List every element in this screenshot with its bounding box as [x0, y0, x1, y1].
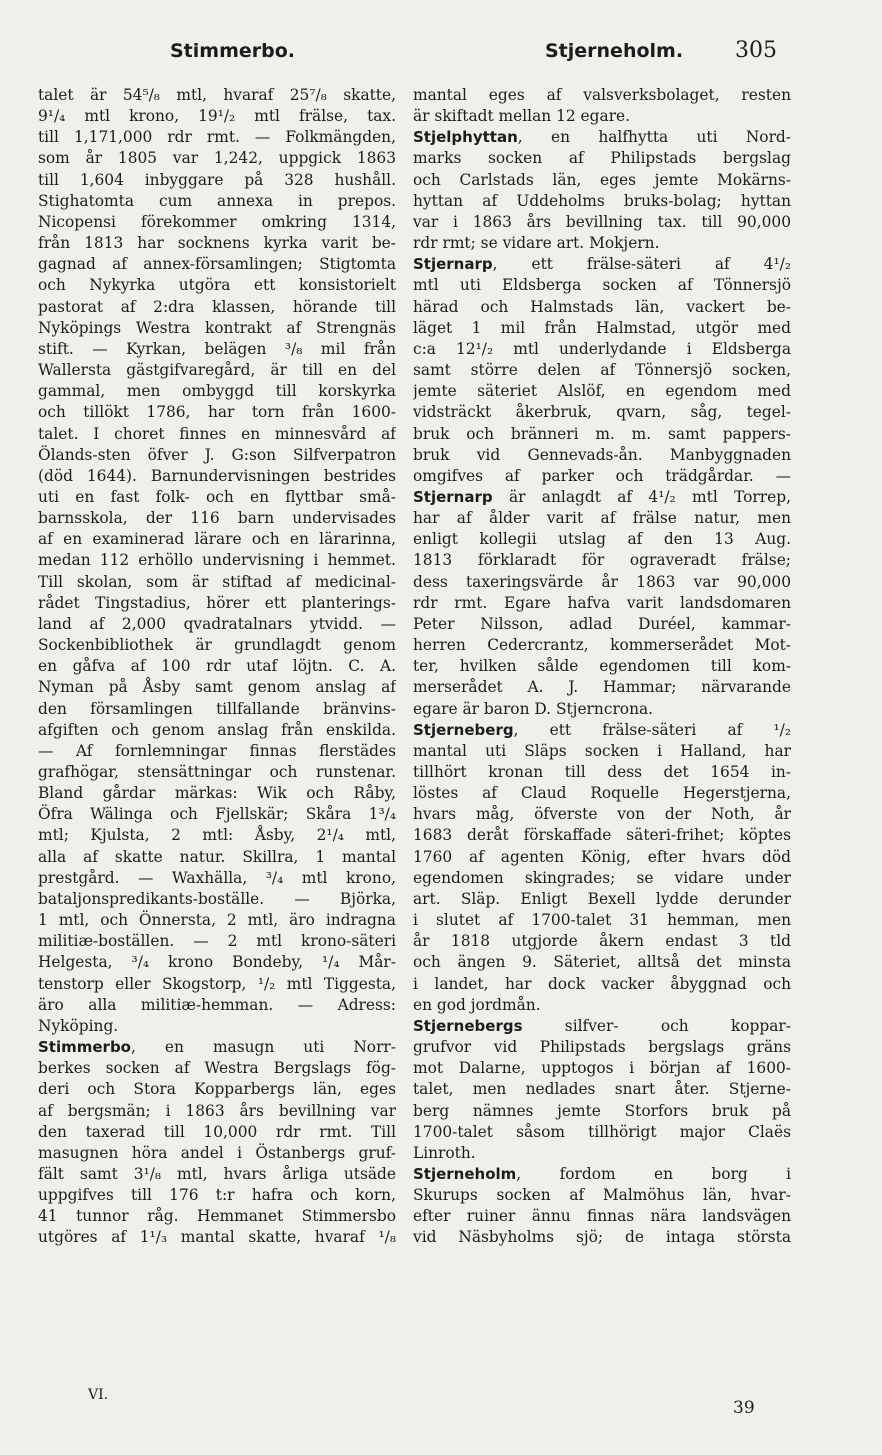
text-line: herren Cedercrantz, kommerserådet Mot- — [413, 636, 791, 655]
text-line: gammal, men ombyggd till korskyrka — [38, 382, 396, 401]
text-line: deri och Stora Kopparbergs län, eges — [38, 1080, 396, 1099]
text-line: marks socken af Philipstads bergslag — [413, 149, 791, 168]
text-line: rådet Tingstadius, hörer ett planterings- — [38, 593, 396, 612]
text-line: Stjerneholm, fordom en borg i — [413, 1164, 791, 1183]
text-line: en gåfva af 100 rdr utaf löjtn. C. A. — [38, 657, 396, 676]
text-line: utgöres af 1¹/₃ mantal skatte, hvaraf ¹/₈ — [38, 1228, 396, 1247]
text-line: från 1813 har socknens kyrka varit be- — [38, 234, 396, 253]
text-line: talet, men nedlades snart åter. Stjerne- — [413, 1080, 791, 1099]
text-line: vidsträckt åkerbruk, qvarn, såg, tegel- — [413, 403, 791, 422]
entry-headword: Stjerneberg — [413, 720, 514, 739]
text-line: vid Näsbyholms sjö; de intaga största — [413, 1228, 791, 1247]
text-line: bataljonspredikants-boställe. — Björka, — [38, 889, 396, 908]
entry-headword: Stjernarp — [413, 487, 493, 506]
text-line: 1 mtl, och Önnersta, 2 mtl, äro indragna — [38, 911, 396, 930]
text-line: talet. I choret finnes en minnesvård af — [38, 424, 396, 443]
text-line: Bland gårdar märkas: Wik och Råby, — [38, 784, 396, 803]
text-line: härad och Halmstads län, vackert be- — [413, 297, 791, 316]
text-line: dess taxeringsvärde år 1863 var 90,000 — [413, 572, 791, 591]
text-line: i slutet af 1700-talet 31 hemman, men — [413, 911, 791, 930]
text-line: Peter Nilsson, adlad Duréel, kammar- — [413, 614, 791, 633]
text-line: merserådet A. J. Hammar; närvarande — [413, 678, 791, 697]
text-line: c:a 12¹/₂ mtl underlydande i Eldsberga — [413, 339, 791, 358]
text-line: löstes af Claud Roquelle Hegerstjerna, — [413, 784, 791, 803]
text-line: 9¹/₄ mtl krono, 19¹/₂ mtl frälse, tax. — [38, 107, 396, 126]
text-line: Sockenbibliothek är grundlagdt genom — [38, 636, 396, 655]
entry-headword: Stjernebergs — [413, 1016, 523, 1035]
entry-headword: Stimmerbo — [38, 1038, 131, 1057]
text-line: som år 1805 var 1,242, uppgick 1863 — [38, 149, 396, 168]
text-line: militiæ-boställen. — 2 mtl krono-säteri — [38, 932, 396, 951]
text-line: Wallersta gästgifvaregård, är till en del — [38, 361, 396, 380]
text-line: medan 112 erhöllo undervisning i hemmet. — [38, 551, 396, 570]
entry-headword: Stjerneholm — [413, 1164, 517, 1183]
text-line: Stjernarp, ett frälse-säteri af 4¹/₂ — [413, 255, 791, 274]
text-line: Stjernarp är anlagdt af 4¹/₂ mtl Torrep, — [413, 487, 791, 506]
text-line: tillhört kronan till dess det 1654 in- — [413, 763, 791, 781]
text-line: till 1,171,000 rdr rmt. — Folkmängden, — [38, 128, 396, 147]
text-line: talet är 54⁵/₈ mtl, hvaraf 25⁷/₈ skatte, — [38, 86, 396, 104]
text-line: mantal uti Släps socken i Halland, har — [413, 741, 791, 760]
text-line: Ölands-sten öfver J. G:son Silfverpatron — [38, 445, 396, 464]
text-line: grafhögar, stensättningar och runstenar. — [38, 763, 396, 781]
text-line: rdr rmt. Egare hafva varit landsdomaren — [413, 593, 791, 612]
text-line: jemte säteriet Alslöf, en egendom med — [413, 382, 791, 401]
text-line: rdr rmt; se vidare art. Mokjern. — [413, 234, 660, 253]
text-line: i landet, har dock vacker åbyggnad och — [413, 974, 791, 993]
text-line: läget 1 mil från Halmstad, utgör med — [413, 318, 791, 337]
text-line: 1683 deråt förskaffade säteri-frihet; köptes — [413, 826, 791, 845]
text-line: land af 2,000 qvadratalnars ytvidd. — — [38, 614, 396, 633]
text-line: uti en fast folk- och en flyttbar små- — [38, 487, 396, 506]
running-head-left: Stimmerbo. — [170, 40, 296, 62]
text-line: alla af skatte natur. Skillra, 1 mantal — [38, 847, 396, 866]
text-line: Stighatomta cum annexa in prepos. — [38, 191, 396, 210]
text-line: 41 tunnor råg. Hemmanet Stimmersbo — [38, 1207, 396, 1226]
text-line: och Carlstads län, eges jemte Mokärns- — [413, 170, 791, 189]
text-line: art. Släp. Enligt Bexell lydde derunder — [413, 889, 791, 908]
text-line: Nyköping. — [38, 1016, 119, 1035]
text-line: är skiftadt mellan 12 egare. — [413, 107, 631, 126]
text-line: Linroth. — [413, 1143, 476, 1162]
page-number: 305 — [735, 38, 777, 63]
text-line: (död 1644). Barnundervisningen bestrides — [38, 466, 396, 485]
text-line: mot Dalarne, upptogos i början af 1600- — [413, 1059, 791, 1078]
text-line: den församlingen tillfallande bränvins- — [38, 699, 396, 718]
text-line: fält samt 3¹/₈ mtl, hvars årliga utsäde — [38, 1164, 396, 1183]
text-line: — Af fornlemningar finnas flerstädes — [38, 741, 396, 760]
text-line: prestgård. — Waxhälla, ³/₄ mtl krono, — [38, 868, 396, 887]
text-line: afgiften och genom anslag från enskilda. — [38, 720, 396, 739]
text-line: tenstorp eller Skogstorp, ¹/₂ mtl Tiggesta, — [38, 974, 396, 993]
text-line: grufvor vid Philipstads bergslags gräns — [413, 1038, 791, 1057]
text-line: 1700-talet såsom tillhörigt major Claës — [413, 1122, 791, 1141]
entry-headword: Stjelphyttan — [413, 128, 518, 147]
text-line: bruk och bränneri m. m. samt pappers- — [413, 424, 791, 443]
text-line: och ängen 9. Säteriet, alltså det minsta — [413, 953, 791, 972]
text-line: egare är baron D. Stjerncrona. — [413, 699, 654, 718]
text-line: berg nämnes jemte Storfors bruk på — [413, 1101, 791, 1120]
text-line: uppgifves till 176 t:r hafra och korn, — [38, 1186, 396, 1205]
text-line: 1760 af agenten König, efter hvars död — [413, 847, 791, 866]
text-line: mtl; Kjulsta, 2 mtl: Åsby, 2¹/₄ mtl, — [38, 826, 396, 845]
text-line: mtl uti Eldsberga socken af Tönnersjö — [413, 276, 791, 295]
signature-mark: VI. — [88, 1387, 109, 1403]
text-line: af bergsmän; i 1863 års bevillning var — [38, 1101, 396, 1120]
text-line: Nyköpings Westra kontrakt af Strengnäs — [38, 318, 396, 337]
text-line: Nyman på Åsby samt genom anslag af — [38, 678, 396, 697]
text-line: 1813 förklaradt för ograveradt frälse; — [413, 551, 791, 570]
text-line: pastorat af 2:dra klassen, hörande till — [38, 297, 396, 316]
text-line: och tillökt 1786, har torn från 1600- — [38, 403, 396, 422]
text-line: enligt kollegii utslag af den 13 Aug. — [413, 530, 791, 549]
text-line: bruk vid Gennevads-ån. Manbyggnaden — [413, 445, 791, 464]
text-line: ter, hvilken sålde egendomen till kom- — [413, 657, 791, 676]
text-line: Stjelphyttan, en halfhytta uti Nord- — [413, 128, 791, 147]
text-line: masugnen höra andel i Östanbergs gruf- — [38, 1143, 396, 1162]
text-line: Stimmerbo, en masugn uti Norr- — [38, 1038, 396, 1057]
text-line: Öfra Wälinga och Fjellskär; Skåra 1³/₄ — [38, 805, 396, 824]
text-line: Helgesta, ³/₄ krono Bondeby, ¹/₄ Mår- — [38, 953, 396, 972]
text-line: stift. — Kyrkan, belägen ³/₈ mil från — [38, 339, 396, 358]
text-line: berkes socken af Westra Bergslags fög- — [38, 1059, 396, 1078]
text-line: Stjernebergs silfver- och koppar- — [413, 1016, 791, 1035]
sheet-number: 39 — [733, 1398, 755, 1418]
text-line: mantal eges af valsverksbolaget, resten — [413, 86, 791, 104]
running-head-right: Stjerneholm. — [545, 40, 684, 62]
text-line: Nicopensi förekommer omkring 1314, — [38, 212, 396, 231]
text-line: den taxerad till 10,000 rdr rmt. Till — [38, 1122, 396, 1141]
text-line: Skurups socken af Malmöhus län, hvar- — [413, 1186, 791, 1205]
text-line: en god jordmån. — [413, 995, 541, 1014]
text-line: af en examinerad lärare och en lärarinna, — [38, 530, 396, 549]
text-line: gagnad af annex-församlingen; Stigtomta — [38, 255, 396, 274]
text-line: Till skolan, som är stiftad af medicinal- — [38, 572, 396, 591]
text-line: egendomen skingrades; se vidare under — [413, 868, 791, 887]
text-line: till 1,604 inbyggare på 328 hushåll. — [38, 170, 396, 189]
text-line: och Nykyrka utgöra ett konsistorielt — [38, 276, 396, 295]
text-line: omgifves af parker och trädgårdar. — — [413, 466, 791, 485]
text-line: år 1818 utgjorde åkern endast 3 tld — [413, 932, 791, 951]
text-line: har af ålder varit af frälse natur, men — [413, 509, 791, 528]
text-line: samt större delen af Tönnersjö socken, — [413, 361, 791, 380]
text-line: efter ruiner ännu finnas nära landsvägen — [413, 1207, 791, 1226]
right-column — [413, 85, 791, 1249]
text-line: barnsskola, der 116 barn undervisades — [38, 509, 396, 528]
text-line: hvars måg, öfverste von der Noth, år — [413, 805, 791, 824]
text-line: hyttan af Uddeholms bruks-bolag; hyttan — [413, 191, 791, 210]
text-line: äro alla militiæ-hemman. — Adress: — [38, 995, 396, 1014]
entry-headword: Stjernarp — [413, 255, 493, 274]
text-line: Stjerneberg, ett frälse-säteri af ¹/₂ — [413, 720, 791, 739]
left-column — [38, 85, 396, 1249]
text-line: var i 1863 års bevillning tax. till 90,000 — [413, 212, 791, 231]
